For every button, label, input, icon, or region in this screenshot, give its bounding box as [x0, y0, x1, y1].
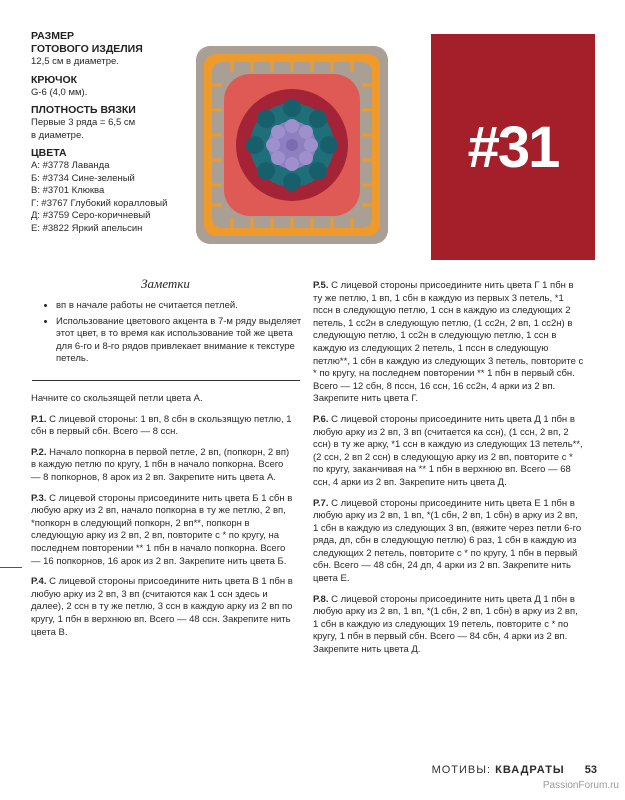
notes-title: Заметки	[141, 276, 190, 291]
round-text: С лицевой стороны присоедините нить цвета Б 1 сбн в любую арку из 2 вп, начало попкорна в ту же петлю, 2 вп, *попкорн в следующий попкорн, 2 вп**, попкорн в следующую арку из 2 вп, 2 вп, повторите с * по кругу, на последнем повторении ** 1 пбн в начало попкорна. Всего — 16 попкорнов, 16 арок из 2 вп. Закрепите нить цвета Б.	[31, 492, 293, 567]
round-paragraph	[313, 414, 585, 490]
round-label: Р.6.	[313, 413, 329, 425]
specs-panel	[31, 30, 201, 235]
instructions-left-column	[31, 393, 293, 647]
round-paragraph	[31, 493, 293, 569]
round-text: С лицевой стороны присоедините нить цвета В 1 пбн в любую арку из 2 вп, 3 вп (считаются как 1 ссн здесь и далее), 2 ссн в ту же петлю, 3 ссн в каждую арку из 2 вп по кругу, 1 пбн в верхнюю вп. Всего — 48 ссн. Закрепите нить цвета В.	[31, 576, 293, 638]
round-text: С лицевой стороны присоедините нить цвета Д 1 пбн в любую арку из 2 вп, 3 вп (считается ка ссн), (1 ссн, 2 вп, 2 ссн) в ту же арку, *1 ссн в каждую из следующих 13 петель**, (2 ссн, 2 вп 2 ссн) в следующую арку из 2 вп, повторите с * по кругу, заканчивая на ** 1 пбн в верхнюю вп. Всего — 68 ссн, 4 арки из 2 вп. Закрепите нить цвета Д.	[313, 413, 583, 488]
round-label: Р.7.	[313, 497, 329, 509]
size-title-line2: ГОТОВОГО ИЗДЕЛИЯ	[31, 43, 143, 55]
crochet-motif-image	[192, 40, 392, 250]
notes-list	[28, 300, 303, 366]
gauge-text-1: Первые 3 ряда = 6,5 см	[31, 117, 136, 128]
page-footer	[432, 764, 597, 776]
color-item: Д: #3759 Серо-коричневый	[31, 210, 151, 221]
footer-section: МОТИВЫ:	[431, 764, 492, 776]
color-item: Б: #3734 Сине-зеленый	[31, 172, 135, 184]
round-label: Р.8.	[313, 593, 329, 605]
round-paragraph	[31, 447, 293, 485]
page-number: 53	[584, 764, 597, 776]
notes-item: • Использование цветового акцента в 7-м ряду выделяет этот цвет, в то время как использование той же цвета для 6-го и 8-го рядов привлекает внимание к текстуре петель.	[56, 316, 303, 366]
pattern-number: #31	[467, 114, 559, 180]
hook-title: КРЮЧОК	[31, 73, 78, 86]
round-paragraph	[313, 498, 585, 586]
instructions-right-column	[313, 280, 585, 665]
color-item: А: #3778 Лаванда	[31, 160, 110, 171]
size-text: 12,5 см в диаметре.	[31, 56, 119, 67]
gauge-title: ПЛОТНОСТЬ ВЯЗКИ	[31, 104, 136, 116]
hook-text: G-6 (4,0 мм).	[31, 86, 88, 98]
round-label: Р.2.	[31, 446, 47, 458]
round-paragraph	[313, 594, 585, 657]
margin-mark	[0, 567, 22, 568]
round-paragraph	[31, 576, 293, 639]
round-text: С лицевой стороны присоедините нить цвета Г 1 пбн в ту же петлю, 1 вп, 1 сбн в каждую из первых 3 петель, *1 пссн в следующую петлю, 1 ссн в каждую из следующих 2 петель, 1 сс2н в следующую петлю, (1 сс2н, 2 вп, 1 сс2н) в следующую петлю, 1 сс2н в следующую петлю, 1 ссн в каждую из следующих 2 петель, 1 пссн в следующую петлю**, 1 сбн в каждую из следующих 3 петель, повторите с * по кругу, на последнем повторении ** 1 пбн в первый сбн. Всего — 12 сбн, 8 пссн, 16 ссн, 16 сс2н, 4 арки из 2 вп. Закрепите нить цвета Г.	[313, 280, 584, 405]
motif-center-ring	[286, 139, 298, 151]
watermark: PassionForum.ru	[542, 780, 619, 791]
round-text: С лицевой стороны: 1 вп, 8 сбн в скользящую петлю, 1 сбн в первый сбн. Всего — 8 ссн.	[31, 413, 292, 438]
round-paragraph	[313, 280, 585, 406]
notes-divider	[32, 380, 300, 381]
gauge-text-2: в диаметре.	[31, 129, 84, 141]
round-label: Р.4.	[31, 576, 47, 588]
round-text: С лицевой стороны присоедините нить цвета Е 1 пбн в любую арку из 2 вп, 1 вп, *(1 сбн, 2 вп, 1 сбн) в арку из 2 вп, 1 сбн в каждую из следующих 3 вп, (вяжите через петли 6-го ряда, дп, сбн в следующую петлю) 6 раз, 1 сбн в каждую из следующих 2 петель, повторите с * по кругу, 1 пбн в первый сбн. Всего — 48 сбн, 24 дп, 4 арки из 2 вп. Закрепите нить цвета Е.	[313, 497, 582, 585]
round-label: Р.5.	[313, 280, 329, 291]
size-title-line1: РАЗМЕР	[31, 30, 74, 42]
color-item: Г: #3767 Глубокий коралловый	[31, 197, 168, 209]
round-text: С лицевой стороны присоедините нить цвета Д 1 пбн в любую арку из 2 вп, 1 вп, *(1 сбн, 2 вп, 1 сбн) в арку из 2 вп, 1 сбн в каждую из следующих 19 петель, повторите с * по кругу, 1 пбн в первый сбн. Всего — 84 сбн, 4 арки из 2 вп. Закрепите нить цвета Д.	[313, 593, 578, 656]
round-label: Р.3.	[31, 492, 47, 504]
color-item: Е: #3822 Яркий апельсин	[31, 222, 143, 234]
colors-title: ЦВЕТА	[31, 147, 67, 159]
round-label: Р.1.	[31, 413, 47, 425]
notes-item: • вп в начале работы не считается петлей.	[56, 300, 303, 313]
colors-list	[31, 160, 201, 235]
footer-subsection: КВАДРАТЫ	[495, 764, 565, 776]
round-paragraph	[31, 414, 293, 439]
color-item: В: #3701 Клюква	[31, 185, 105, 196]
pattern-number-badge	[431, 34, 595, 260]
intro-text: Начните со скользящей петли цвета А.	[31, 393, 203, 404]
round-text: Начало попкорна в первой петле, 2 вп, (попкорн, 2 вп) в каждую петлю по кругу, 1 пбн в начало попкорна. Всего — 8 попкорнов, 8 арок из 2 вп. Закрепите нить цвета А.	[31, 446, 290, 483]
notes-section	[28, 276, 303, 369]
